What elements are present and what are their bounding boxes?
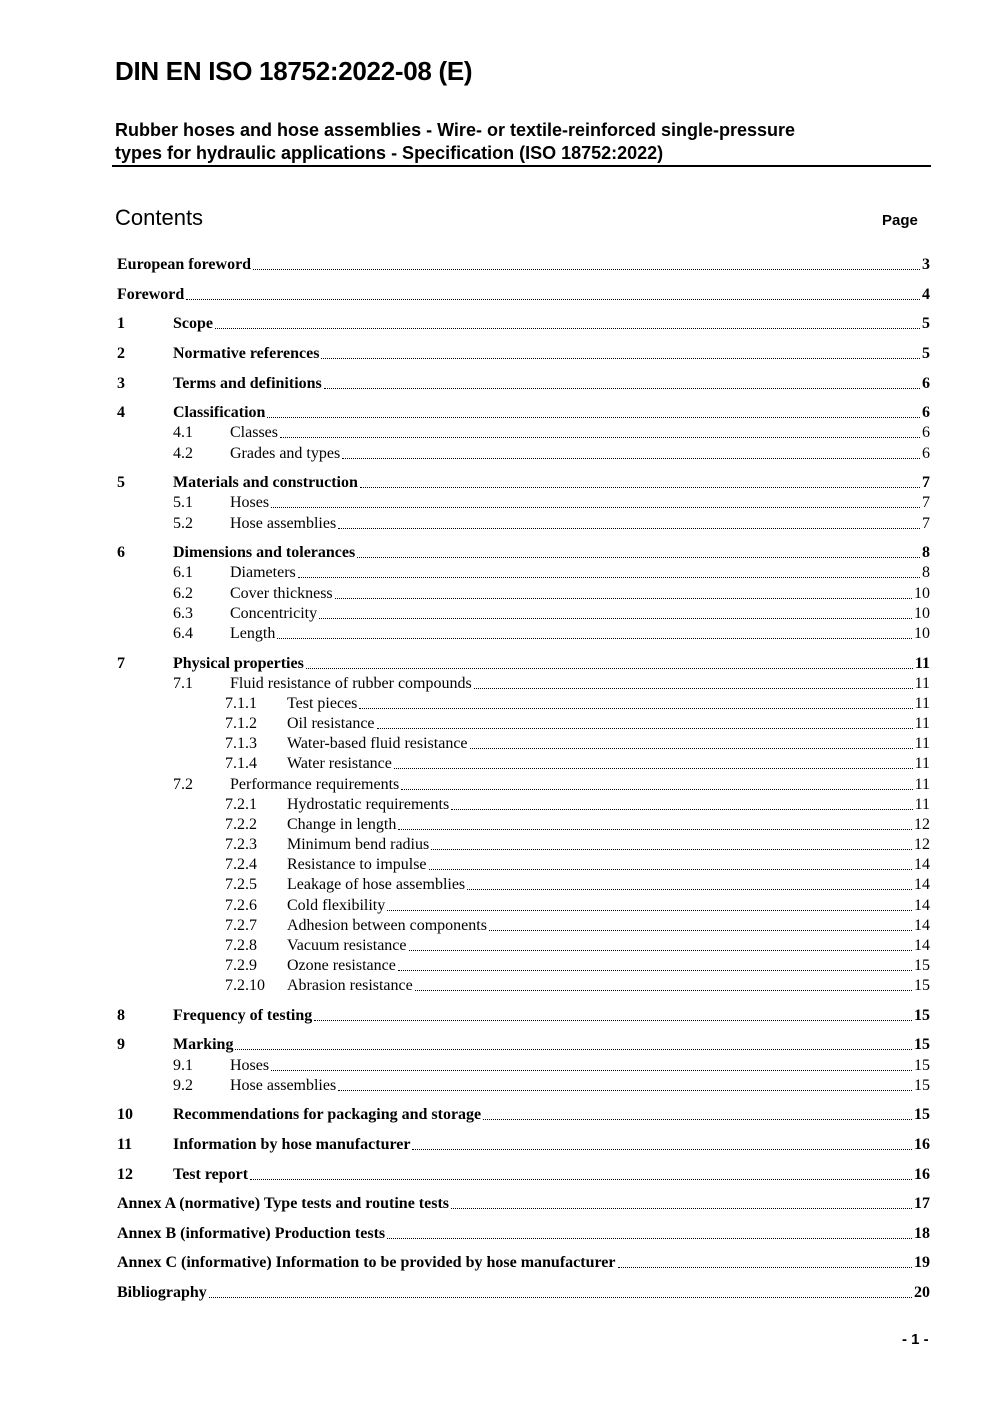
toc-entry-title: Annex A (normative) Type tests and routine tests	[117, 1195, 449, 1212]
toc-entry-page: 5	[922, 345, 930, 362]
toc-entry-number: 7.2.10	[225, 977, 265, 994]
toc-entry-page: 14	[914, 856, 930, 873]
toc-entry-number: 7.2.4	[225, 856, 257, 873]
toc-dot-leader	[335, 598, 912, 599]
toc-entry-number: 10	[117, 1106, 133, 1123]
toc-dot-leader	[398, 829, 912, 830]
toc-entry[interactable]	[117, 1282, 930, 1304]
toc-entry-page: 8	[922, 544, 930, 561]
toc-entry-page: 10	[914, 625, 930, 642]
document-subtitle	[115, 119, 930, 165]
toc-dot-leader	[215, 328, 920, 329]
toc-entry-title: Annex C (informative) Information to be provided by hose manufacturer	[117, 1254, 616, 1271]
toc-entry[interactable]	[117, 975, 930, 997]
toc-entry-page: 7	[922, 494, 930, 511]
toc-entry[interactable]	[117, 1223, 930, 1245]
toc-entry-title: Materials and construction	[173, 474, 358, 491]
toc-entry-page: 12	[914, 836, 930, 853]
toc-entry-title: Ozone resistance	[287, 957, 396, 974]
toc-entry[interactable]	[117, 814, 930, 836]
toc-entry-number: 6	[117, 544, 125, 561]
toc-entry-number: 4.1	[173, 424, 193, 441]
toc-entry[interactable]	[117, 693, 930, 715]
toc-entry-page: 16	[914, 1136, 930, 1153]
toc-entry[interactable]	[117, 542, 930, 564]
toc-entry-page: 19	[914, 1254, 930, 1271]
toc-entry-page: 11	[914, 735, 930, 752]
toc-entry-page: 11	[914, 796, 930, 813]
toc-entry[interactable]	[117, 794, 930, 816]
toc-entry-page: 11	[914, 675, 930, 692]
toc-entry-page: 10	[914, 585, 930, 602]
toc-entry-title: Hoses	[230, 494, 270, 511]
toc-dot-leader	[429, 869, 912, 870]
toc-entry-number: 9	[117, 1036, 125, 1053]
toc-entry[interactable]	[117, 1005, 930, 1027]
toc-entry-title: European foreword	[117, 256, 252, 273]
title-divider	[112, 165, 931, 167]
toc-entry-number: 8	[117, 1007, 125, 1024]
toc-entry[interactable]	[117, 774, 930, 796]
toc-entry-page: 20	[914, 1284, 930, 1301]
toc-entry-number: 7.2.6	[225, 897, 257, 914]
toc-entry-number: 7.2.1	[225, 796, 257, 813]
toc-entry[interactable]	[117, 1104, 930, 1126]
toc-dot-leader	[338, 1090, 912, 1091]
toc-entry-number: 7.2	[173, 776, 193, 793]
toc-entry-title: Change in length	[287, 816, 397, 833]
toc-dot-leader	[431, 849, 912, 850]
toc-entry[interactable]	[117, 733, 930, 755]
toc-entry-number: 7.2.9	[225, 957, 257, 974]
toc-entry-number: 7.2.3	[225, 836, 257, 853]
toc-entry-page: 14	[914, 937, 930, 954]
toc-entry-title: Hose assemblies	[230, 1077, 337, 1094]
toc-entry-page: 11	[914, 715, 930, 732]
toc-dot-leader	[338, 528, 920, 529]
toc-dot-leader	[321, 358, 920, 359]
toc-entry[interactable]	[117, 402, 930, 424]
toc-entry-page: 11	[914, 655, 930, 672]
toc-entry[interactable]	[117, 874, 930, 896]
toc-entry[interactable]	[117, 895, 930, 917]
toc-entry-title: Dimensions and tolerances	[173, 544, 356, 561]
toc-entry-number: 4	[117, 404, 125, 421]
toc-entry-page: 4	[922, 286, 930, 303]
toc-entry-number: 6.4	[173, 625, 193, 642]
toc-entry-title: Grades and types	[230, 445, 341, 462]
toc-entry-title: Minimum bend radius	[287, 836, 430, 853]
toc-dot-leader	[474, 688, 913, 689]
toc-entry-number: 7.2.2	[225, 816, 257, 833]
toc-entry[interactable]	[117, 562, 930, 584]
toc-entry-number: 7.2.5	[225, 876, 257, 893]
toc-dot-leader	[250, 1179, 912, 1180]
toc-entry-title: Test pieces	[287, 695, 358, 712]
toc-entry-page: 12	[914, 816, 930, 833]
toc-entry[interactable]	[117, 472, 930, 494]
toc-entry-page: 17	[914, 1195, 930, 1212]
toc-entry-page: 7	[922, 474, 930, 491]
toc-dot-leader	[394, 768, 913, 769]
toc-entry-title: Bibliography	[117, 1284, 207, 1301]
toc-entry[interactable]	[117, 834, 930, 856]
toc-entry-title: Scope	[173, 315, 213, 332]
toc-entry-page: 14	[914, 897, 930, 914]
toc-entry[interactable]	[117, 1134, 930, 1156]
toc-entry-title: Test report	[173, 1166, 249, 1183]
toc-entry[interactable]	[117, 373, 930, 395]
toc-entry[interactable]	[117, 1193, 930, 1215]
toc-entry-title: Water-based fluid resistance	[287, 735, 468, 752]
toc-entry-page: 15	[914, 1106, 930, 1123]
toc-entry[interactable]	[117, 713, 930, 735]
toc-dot-leader	[483, 1119, 912, 1120]
toc-entry-page: 5	[922, 315, 930, 332]
toc-entry-title: Length	[230, 625, 276, 642]
toc-entry-number: 7.1.2	[225, 715, 257, 732]
toc-dot-leader	[357, 557, 920, 558]
toc-dot-leader	[360, 487, 920, 488]
toc-dot-leader	[271, 1070, 912, 1071]
toc-entry-number: 11	[117, 1136, 133, 1153]
toc-entry-title: Performance requirements	[230, 776, 400, 793]
toc-dot-leader	[387, 1238, 912, 1239]
toc-entry-page: 8	[922, 564, 930, 581]
toc-entry-title: Abrasion resistance	[287, 977, 413, 994]
toc-entry[interactable]	[117, 422, 930, 444]
toc-dot-leader	[209, 1297, 912, 1298]
toc-entry-page: 6	[922, 404, 930, 421]
toc-entry-page: 11	[914, 776, 930, 793]
toc-entry-number: 7.1	[173, 675, 193, 692]
toc-entry-number: 9.1	[173, 1057, 193, 1074]
toc-entry[interactable]	[117, 1055, 930, 1077]
toc-dot-leader	[359, 708, 912, 709]
toc-entry-number: 3	[117, 375, 125, 392]
toc-entry-title: Oil resistance	[287, 715, 375, 732]
toc-entry-title: Classification	[173, 404, 266, 421]
toc-dot-leader	[451, 809, 912, 810]
toc-entry-page: 6	[922, 445, 930, 462]
toc-entry[interactable]	[117, 1034, 930, 1056]
toc-dot-leader	[280, 437, 920, 438]
toc-dot-leader	[319, 618, 912, 619]
toc-dot-leader	[415, 990, 912, 991]
toc-dot-leader	[470, 748, 913, 749]
toc-entry-page: 15	[914, 1036, 930, 1053]
toc-dot-leader	[451, 1208, 912, 1209]
subtitle-line-1: Rubber hoses and hose assemblies - Wire- or textile-reinforced single-pressure	[115, 120, 796, 140]
toc-entry-title: Foreword	[117, 286, 185, 303]
toc-entry[interactable]	[117, 955, 930, 977]
toc-dot-leader	[186, 299, 920, 300]
toc-entry-number: 7.1.4	[225, 755, 257, 772]
toc-dot-leader	[412, 1149, 912, 1150]
toc-dot-leader	[467, 889, 912, 890]
toc-entry-title: Adhesion between components	[287, 917, 487, 934]
toc-entry-title: Vacuum resistance	[287, 937, 407, 954]
toc-entry[interactable]	[117, 313, 930, 335]
toc-entry-title: Resistance to impulse	[287, 856, 427, 873]
toc-dot-leader	[277, 638, 912, 639]
toc-entry-page: 15	[914, 977, 930, 994]
toc-dot-leader	[253, 269, 920, 270]
subtitle-line-2: types for hydraulic applications - Specification (ISO 18752:2022)	[115, 143, 664, 163]
toc-dot-leader	[271, 507, 920, 508]
toc-entry-page: 6	[922, 375, 930, 392]
toc-entry[interactable]	[117, 753, 930, 775]
toc-entry-title: Terms and definitions	[173, 375, 322, 392]
toc-entry-title: Recommendations for packaging and storage	[173, 1106, 482, 1123]
toc-entry-page: 16	[914, 1166, 930, 1183]
page-column-heading: Page	[882, 212, 918, 229]
toc-entry-title: Classes	[230, 424, 278, 441]
toc-dot-leader	[324, 388, 920, 389]
toc-entry[interactable]	[117, 513, 930, 535]
toc-entry-number: 4.2	[173, 445, 193, 462]
toc-entry-number: 7	[117, 655, 125, 672]
contents-heading: Contents	[115, 205, 204, 230]
toc-entry[interactable]	[117, 623, 930, 645]
toc-entry[interactable]	[117, 492, 930, 514]
toc-entry-title: Frequency of testing	[173, 1007, 313, 1024]
toc-entry[interactable]	[117, 653, 930, 675]
toc-entry-title: Normative references	[173, 345, 320, 362]
toc-entry-page: 15	[914, 1077, 930, 1094]
toc-entry-page: 14	[914, 876, 930, 893]
toc-entry[interactable]	[117, 443, 930, 465]
toc-entry-number: 12	[117, 1166, 133, 1183]
toc-entry-number: 5	[117, 474, 125, 491]
toc-entry-number: 6.2	[173, 585, 193, 602]
toc-dot-leader	[398, 970, 912, 971]
toc-entry[interactable]	[117, 1075, 930, 1097]
toc-entry-number: 1	[117, 315, 125, 332]
toc-entry-page: 6	[922, 424, 930, 441]
toc-entry-page: 15	[914, 957, 930, 974]
toc-entry-title: Concentricity	[230, 605, 318, 622]
toc-entry-number: 7.2.7	[225, 917, 257, 934]
toc-entry[interactable]	[117, 603, 930, 625]
toc-entry-page: 7	[922, 515, 930, 532]
toc-entry[interactable]	[117, 254, 930, 276]
toc-entry[interactable]	[117, 915, 930, 937]
toc-entry-page: 10	[914, 605, 930, 622]
toc-entry[interactable]	[117, 1252, 930, 1274]
toc-dot-leader	[401, 789, 912, 790]
toc-dot-leader	[298, 577, 920, 578]
toc-entry[interactable]	[117, 1164, 930, 1186]
toc-entry[interactable]	[117, 583, 930, 605]
toc-entry-number: 5.1	[173, 494, 193, 511]
toc-dot-leader	[489, 930, 912, 931]
toc-entry-page: 15	[914, 1057, 930, 1074]
toc-entry-page: 14	[914, 917, 930, 934]
toc-entry-number: 7.1.3	[225, 735, 257, 752]
toc-entry-title: Marking	[173, 1036, 234, 1053]
toc-entry-title: Physical properties	[173, 655, 304, 672]
toc-entry-page: 15	[914, 1007, 930, 1024]
toc-entry-title: Cover thickness	[230, 585, 333, 602]
toc-dot-leader	[306, 668, 913, 669]
toc-entry-title: Annex B (informative) Production tests	[117, 1225, 386, 1242]
toc-entry[interactable]	[117, 854, 930, 876]
toc-entry-number: 2	[117, 345, 125, 362]
document-title: DIN EN ISO 18752:2022-08 (E)	[115, 56, 473, 86]
toc-dot-leader	[377, 728, 913, 729]
toc-entry-page: 18	[914, 1225, 930, 1242]
toc-entry-number: 9.2	[173, 1077, 193, 1094]
toc-dot-leader	[387, 910, 912, 911]
toc-entry-number: 6.1	[173, 564, 193, 581]
toc-entry[interactable]	[117, 673, 930, 695]
toc-entry-title: Leakage of hose assemblies	[287, 876, 466, 893]
toc-dot-leader	[267, 417, 920, 418]
toc-dot-leader	[342, 458, 920, 459]
toc-dot-leader	[409, 950, 912, 951]
toc-entry-title: Fluid resistance of rubber compounds	[230, 675, 472, 692]
toc-entry[interactable]	[117, 343, 930, 365]
toc-entry-number: 7.1.1	[225, 695, 257, 712]
toc-dot-leader	[618, 1267, 913, 1268]
page-number: - 1 -	[902, 1331, 929, 1348]
toc-entry-title: Diameters	[230, 564, 296, 581]
toc-entry-number: 5.2	[173, 515, 193, 532]
toc-entry[interactable]	[117, 935, 930, 957]
toc-entry-page: 3	[922, 256, 930, 273]
toc-entry-title: Water resistance	[287, 755, 392, 772]
toc-entry-title: Hydrostatic requirements	[287, 796, 450, 813]
toc-entry[interactable]	[117, 284, 930, 306]
toc-entry-number: 6.3	[173, 605, 193, 622]
toc-entry-number: 7.2.8	[225, 937, 257, 954]
toc-entry-page: 11	[914, 755, 930, 772]
toc-entry-title: Cold flexibility	[287, 897, 386, 914]
toc-dot-leader	[235, 1049, 912, 1050]
toc-dot-leader	[314, 1020, 912, 1021]
toc-entry-title: Hoses	[230, 1057, 270, 1074]
toc-entry-page: 11	[914, 695, 930, 712]
toc-entry-title: Hose assemblies	[230, 515, 337, 532]
toc-entry-title: Information by hose manufacturer	[173, 1136, 411, 1153]
